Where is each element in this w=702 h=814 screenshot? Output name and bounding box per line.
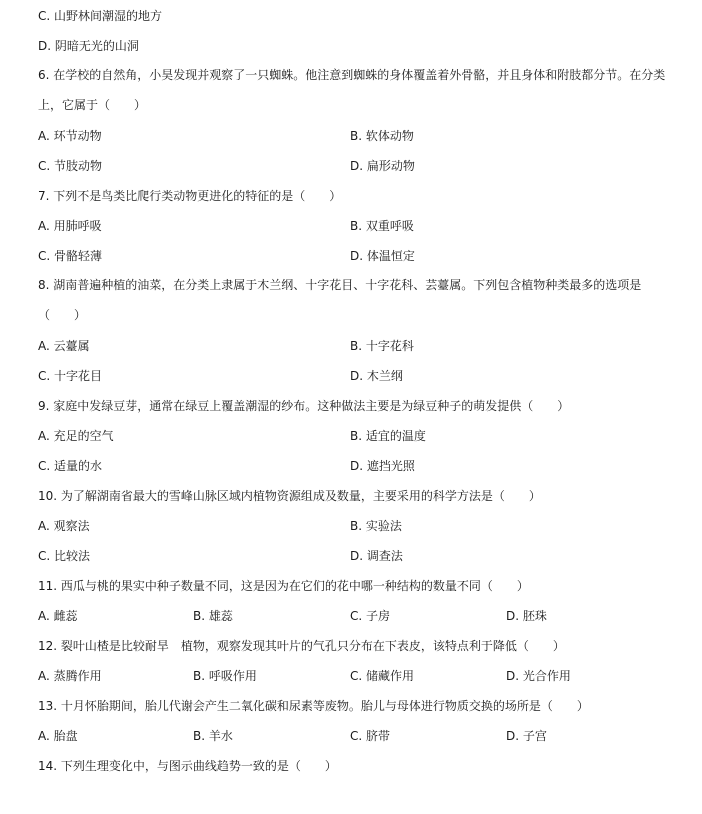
option-c: C. 十字花目 — [38, 369, 103, 383]
option-c: C. 比较法 — [38, 549, 91, 563]
option-c: C. 适量的水 — [38, 459, 103, 473]
question-13-stem: 13. 十月怀胎期间，胎儿代谢会产生二氧化碳和尿素等废物。胎儿与母体进行物质交换的场所是（ ） — [38, 699, 589, 713]
question-10-stem: 10. 为了解湖南省最大的雪峰山脉区域内植物资源组成及数量，主要采用的科学方法是（ ） — [38, 489, 541, 503]
option-c: C. 脐带 — [350, 729, 391, 743]
option-a: A. 用肺呼吸 — [38, 219, 102, 233]
question-11-stem: 11. 西瓜与桃的果实中种子数量不同，这是因为在它们的花中哪一种结构的数量不同（ ） — [38, 579, 529, 593]
option-line: D. 阴暗无光的山洞 — [38, 39, 139, 53]
option-b: B. 软体动物 — [350, 129, 414, 143]
option-a: A. 环节动物 — [38, 129, 102, 143]
question-7-stem: 7. 下列不是鸟类比爬行类动物更进化的特征的是（ ） — [38, 189, 342, 203]
option-b: B. 实验法 — [350, 519, 402, 533]
option-c: C. 节肢动物 — [38, 159, 103, 173]
option-c: C. 骨骼轻薄 — [38, 249, 103, 263]
option-b: B. 羊水 — [193, 729, 233, 743]
option-d: D. 子宫 — [506, 729, 547, 743]
option-a: A. 蒸腾作用 — [38, 669, 102, 683]
option-b: B. 十字花科 — [350, 339, 414, 353]
option-b: B. 雄蕊 — [193, 609, 233, 623]
option-b: B. 适宜的温度 — [350, 429, 426, 443]
question-14-stem: 14. 下列生理变化中，与图示曲线趋势一致的是（ ） — [38, 759, 337, 773]
option-d: D. 体温恒定 — [350, 249, 415, 263]
option-d: D. 遮挡光照 — [350, 459, 415, 473]
question-8-stem: 8. 湖南普遍种植的油菜，在分类上隶属于木兰纲、十字花目、十字花科、芸薹属。下列包含植物种类最多的选项是（ ） — [38, 278, 642, 322]
option-a: A. 观察法 — [38, 519, 90, 533]
option-d: D. 调查法 — [350, 549, 403, 563]
option-b: B. 双重呼吸 — [350, 219, 414, 233]
question-9-stem: 9. 家庭中发绿豆芽，通常在绿豆上覆盖潮湿的纱布。这种做法主要是为绿豆种子的萌发提供（ ） — [38, 399, 570, 413]
question-6-stem: 6. 在学校的自然角，小昊发现并观察了一只蜘蛛。他注意到蜘蛛的身体覆盖着外骨骼，并且身体和附肢都分节。在分类上，它属于（ ） — [38, 68, 666, 112]
option-d: D. 光合作用 — [506, 669, 571, 683]
option-a: A. 云薹属 — [38, 339, 90, 353]
option-c: C. 子房 — [350, 609, 391, 623]
option-d: D. 木兰纲 — [350, 369, 403, 383]
option-a: A. 雌蕊 — [38, 609, 78, 623]
option-d: D. 胚珠 — [506, 609, 547, 623]
option-d: D. 扁形动物 — [350, 159, 415, 173]
option-a: A. 胎盘 — [38, 729, 78, 743]
option-b: B. 呼吸作用 — [193, 669, 257, 683]
option-c: C. 储藏作用 — [350, 669, 415, 683]
option-a: A. 充足的空气 — [38, 429, 114, 443]
question-12-stem: 12. 裂叶山楂是比较耐旱 植物，观察发现其叶片的气孔只分布在下表皮，该特点利于降低（ ） — [38, 639, 565, 653]
option-line: C. 山野林间潮湿的地方 — [38, 9, 163, 23]
